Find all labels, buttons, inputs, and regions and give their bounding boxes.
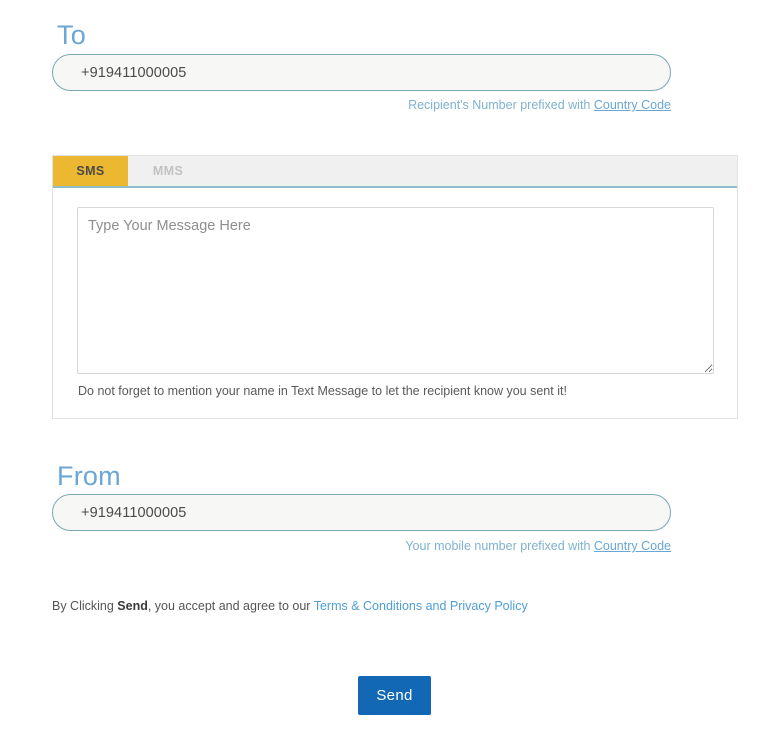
from-section-heading: From — [57, 461, 121, 491]
terms-middle: , you accept and agree to our — [147, 599, 314, 613]
terms-agreement-text — [52, 599, 528, 613]
recipient-hint-text: Recipient's Number prefixed with — [408, 98, 594, 112]
country-code-link-sender[interactable]: Country Code — [593, 539, 671, 553]
message-reminder-note: Do not forget to mention your name in Text Message to let the recipient know you sent it! — [78, 384, 567, 398]
to-section-heading: To — [57, 20, 86, 50]
message-panel — [52, 155, 738, 419]
terms-prefix: By Clicking — [52, 599, 118, 613]
tab-sms[interactable]: SMS — [53, 156, 128, 186]
send-button[interactable]: Send — [358, 676, 431, 715]
tab-mms[interactable]: MMS — [152, 164, 184, 178]
country-code-link-recipient[interactable]: Country Code — [593, 98, 671, 112]
recipient-number-hint — [52, 98, 671, 112]
sender-hint-text: Your mobile number prefixed with — [405, 539, 594, 553]
recipient-number-input[interactable] — [52, 54, 671, 91]
message-textarea[interactable] — [77, 207, 714, 374]
sender-number-hint — [52, 539, 671, 553]
terms-send-word: Send — [117, 599, 148, 613]
terms-and-privacy-link[interactable]: Terms & Conditions and Privacy Policy — [313, 599, 528, 613]
message-tab-strip — [53, 156, 737, 188]
sender-number-input[interactable] — [52, 494, 671, 531]
